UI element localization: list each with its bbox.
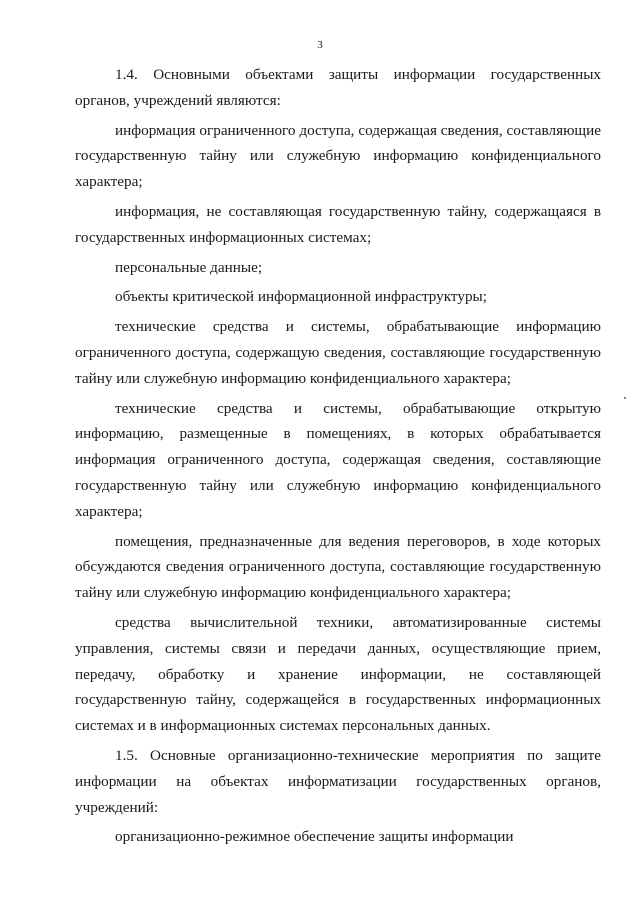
paragraph-negotiation-rooms: помещения, предназначенные для ведения переговоров, в ходе которых обсуждаются сведения ограниченного доступа, составляющие государственную тайну или служебную информацию конфиденциального характера;: [75, 532, 601, 602]
paragraph-critical-infrastructure: объекты критической информационной инфраструктуры;: [115, 288, 487, 306]
paragraph-tech-systems-restricted: технические средства и системы, обрабатывающие информацию ограниченного доступа, содержащую сведения, составляющие государственную тайну или служебную информацию конфиденциального характера;: [75, 318, 601, 387]
paragraph-personal-data: персональные данные;: [115, 258, 263, 276]
paragraph-gis-info: информация, не составляющая государственную тайну, содержащаяся в государственных информационных системах;: [75, 202, 601, 246]
paragraph-restricted-info: информация ограниченного доступа, содержащая сведения, составляющие государственную тайну или служебную информацию конфиденциального характера;: [75, 121, 601, 191]
paragraph-1-5: 1.5. Основные организационно-технические мероприятия по защите информации на объектах информатизации государственных органов, учреждений:: [75, 746, 601, 816]
paragraph-org-regime: организационно-режимное обеспечение защиты информации: [115, 828, 514, 846]
document-body: [75, 62, 601, 850]
paragraph-computing-equipment: средства вычислительной техники, автоматизированные системы управления, системы связи и передачи данных, осуществляющие прием, передачу, обработку и хранение информации, не составляющей государственную тайну, содержащейся в государственных информационных системах и в информационных системах персональных данных.: [75, 613, 601, 735]
page-number: 3: [317, 39, 323, 51]
paragraph-1-4: 1.4. Основными объектами защиты информации государственных органов, учреждений являются:: [75, 66, 601, 109]
paragraph-tech-systems-open: технические средства и системы, обрабатывающие открытую информацию, размещенные в помещениях, в которых обрабатывается информация ограниченного доступа, содержащая сведения, составляющие государственную тайну или служебную информацию конфиденциального характера;: [75, 399, 601, 520]
scan-artifact-dot: [624, 397, 626, 399]
